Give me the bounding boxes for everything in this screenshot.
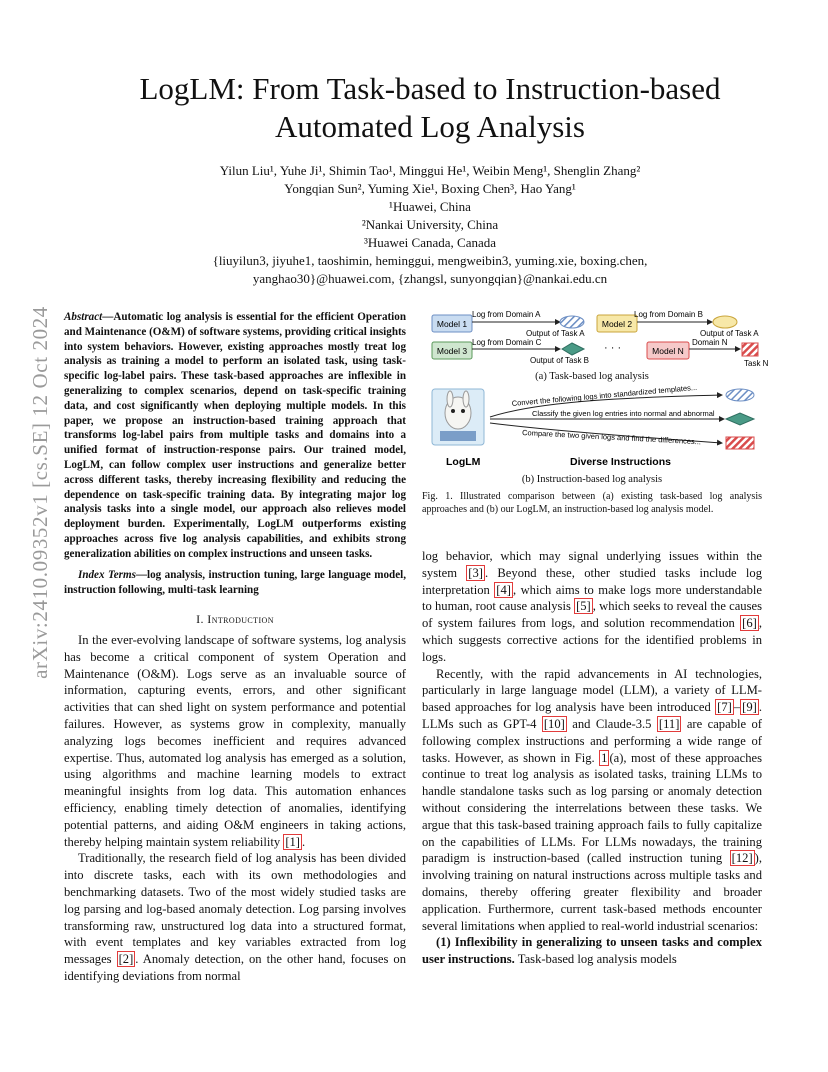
affiliation-3: ³Huawei Canada, Canada xyxy=(363,235,497,250)
label-output-task-b: Output of Task B xyxy=(530,356,589,365)
label-domain-n: Domain N xyxy=(692,338,728,347)
model-n-label: Model N xyxy=(652,346,684,356)
output-n-shape xyxy=(742,343,758,356)
label-log-domain-c: Log from Domain C xyxy=(472,338,542,347)
label-output-task-a-2: Output of Task A xyxy=(700,329,759,338)
citation-9[interactable]: [9] xyxy=(742,700,757,715)
citation-10[interactable]: [10] xyxy=(543,716,565,731)
subcaption-b: (b) Instruction-based log analysis xyxy=(521,474,663,485)
citation-6[interactable]: [6] xyxy=(742,616,757,631)
affiliation-1: ¹Huawei, China xyxy=(389,199,471,214)
label-output-task-a-1: Output of Task A xyxy=(526,329,585,338)
citation-1[interactable]: [1] xyxy=(285,834,300,849)
citation-3[interactable]: [3] xyxy=(468,565,483,580)
right-paragraph-1: log behavior, which may signal underlying issues within the system [3] . Beyond these, other studied tasks include log interpretation [4] , which aims to make logs more understandable to human, root cause analysis [5] , which seeks to reveal the causes of system failures from logs, and solution recommendation [6] , which suggests corrective actions for the identified problems in logs. xyxy=(422,549,763,664)
citation-4[interactable]: [4] xyxy=(496,582,511,597)
author-line-2: Yongqian Sun², Yuming Xie¹, Boxing Chen³, Hao Yang¹ xyxy=(284,181,576,196)
citation-11[interactable]: [11] xyxy=(658,716,680,731)
author-line-1: Yilun Liu¹, Yuhe Ji¹, Shimin Tao¹, Minggui He¹, Weibin Meng¹, Shenglin Zhang² xyxy=(219,163,641,178)
citation-5[interactable]: [5] xyxy=(576,599,591,614)
title-line-2: Automated Log Analysis xyxy=(275,109,585,144)
figure-1 xyxy=(422,305,769,475)
diverse-instructions-label: Diverse Instructions xyxy=(570,456,671,468)
output-a-shape xyxy=(560,316,584,328)
title-line-1: LogLM: From Task-based to Instruction-based xyxy=(139,71,721,106)
loglm-label: LogLM xyxy=(446,456,481,468)
citation-12[interactable]: [12] xyxy=(731,851,753,866)
index-terms-text: —log analysis, instruction tuning, large language model, instruction following, multi-task learning xyxy=(64,569,407,596)
abstract-text: —Automatic log analysis is essential for the efficient Operation and Maintenance (O&M) of software systems, providing critical insights into system behaviors. However, existing approaches mostly treat log analysis as training a model to perform an isolated task, using task-specific log-label pairs. These task-based approaches are inflexible in generalizing to complex scenarios, depend on task-specific training data, and cost significantly when deploying multiple models. In this paper, we propose an instruction-based training approach that transforms log-label pairs from multiple tasks and domains into a unified format of instruction-response pairs. Our trained model, LogLM, can follow complex user instructions and generalize better across different tasks, thereby increasing flexibility and reducing the dependence on task-specific training data. By integrating major log analysis tasks into a single model, our approach also relieves model deployment burden. Experimentally, LogLM outperforms existing approaches across five log analysis capabilities, and exhibits strong generalization abilities on complex instructions and unseen tasks. xyxy=(64,311,406,560)
output-b-shape xyxy=(713,316,737,328)
label-task-n: Task N xyxy=(744,359,769,368)
label-log-domain-a: Log from Domain A xyxy=(472,310,541,319)
abstract xyxy=(64,310,406,562)
paper-title xyxy=(80,70,780,146)
instruction-output-1 xyxy=(726,389,754,401)
abstract-label: Abstract xyxy=(64,311,103,323)
label-log-domain-b: Log from Domain B xyxy=(634,310,703,319)
subcaption-a: (a) Task-based log analysis xyxy=(535,371,649,382)
right-paragraph-2: Recently, with the rapid advancements in AI technologies, particularly in large language model (LLM), a variety of LLM-based approaches for log analysis have been introduced [7] – [9] . LLMs such as GPT-4 [10] and Claude-3.5 [11] are capable of following complex instructions and performing a wide range of tasks. However, as shown in Fig. 1 (a), most of these approaches continue to treat log analysis as isolated tasks, training LLMs to handle standalone tasks such as log parsing or anomaly detection without considering the interrelations between these tasks. We argue that this task-based training approach fails to fully capitalize on the capabilities of LLMs. For LLMs nowadays, the training paradigm is instruction-based (called instruction tuning [12] ), involving training on natural instructions across multiple tasks and domains, thereby offering greater flexibility and broader application. Furthermore, current task-based methods encounter several limitations when applied to real-world industrial scenarios: xyxy=(422,666,762,933)
author-block xyxy=(80,162,780,288)
model-1-label: Model 1 xyxy=(436,319,468,329)
ellipsis: · · · xyxy=(604,342,622,354)
citation-2[interactable]: [2] xyxy=(118,952,134,967)
affiliation-2: ²Nankai University, China xyxy=(361,217,499,232)
intro-paragraph-1: In the ever-evolving landscape of software systems, log analysis has become a critical component of system Operation and Maintenance (O&M). Logs serve as an invaluable source of information, capturing events, errors, and other significant activities that can shed light on system performance and potential failures. However, as systems grow in complexity, manually analyzing logs becomes inefficient and requires advanced expertise. Thus, automated log analysis has emerged as a solution, using algorithms and machine learning models to extract meaningful insights from log data. This automation enhances efficiency, enabling timely detection of anomalies, identifying potential patterns, and aiding O&M engineers in taking actions, thereby helping maintain system reliability [1] . xyxy=(64,633,406,849)
model-3-label: Model 3 xyxy=(436,346,468,356)
arxiv-id: arXiv:2410.09352v1 [cs.SE] 12 Oct 2024 xyxy=(27,305,52,679)
section-heading-introduction: I. Introduction xyxy=(196,612,274,626)
email-line-2: yanghao30}@huawei.com, {zhangsl, sunyongqian}@nankai.edu.cn xyxy=(252,271,608,286)
figure-1-caption: Fig. 1. Illustrated comparison between (a) existing task-based log analysis approaches and (b) our LogLM, an instruction-based log analysis model. xyxy=(422,491,762,515)
figure-ref-1[interactable]: 1 xyxy=(601,750,608,765)
introduction-body xyxy=(64,632,406,985)
right-paragraph-3: (1) Inflexibility in generalizing to unseen tasks and complex user instructions. Task-based log analysis models xyxy=(422,935,762,967)
intro-paragraph-2: Traditionally, the research field of log analysis has been divided into discrete tasks, each with its own methodologies and benchmarking datasets. Two of the most widely studied tasks are log parsing and log-based anomaly detection. Log parsing involves transforming raw, unstructured log data into a structured format, with event templates and key variables extracted from log messages [2] . Anomaly detection, on the other hand, focuses on identifying deviations from normal xyxy=(64,851,406,983)
instruction-2: Classify the given log entries into normal and abnormal xyxy=(532,409,715,418)
index-terms xyxy=(64,568,406,598)
model-2-label: Model 2 xyxy=(601,319,633,329)
arxiv-side-label xyxy=(22,292,58,692)
citation-7[interactable]: [7] xyxy=(717,700,732,715)
right-column-body xyxy=(422,548,762,968)
email-line-1: {liuyilun3, jiyuhe1, taoshimin, heminggui, mengweibin3, yuming.xie, boxing.chen, xyxy=(212,253,648,268)
index-terms-label: Index Terms xyxy=(78,569,136,581)
instruction-output-2 xyxy=(726,413,754,425)
instruction-output-3 xyxy=(726,437,754,449)
output-c-shape xyxy=(562,343,584,355)
figure-1-diagram xyxy=(422,305,769,475)
instruction-1: Convert the following logs into standardized templates... xyxy=(511,382,698,408)
instruction-3: Compare the two given logs and find the differences... xyxy=(521,428,702,447)
